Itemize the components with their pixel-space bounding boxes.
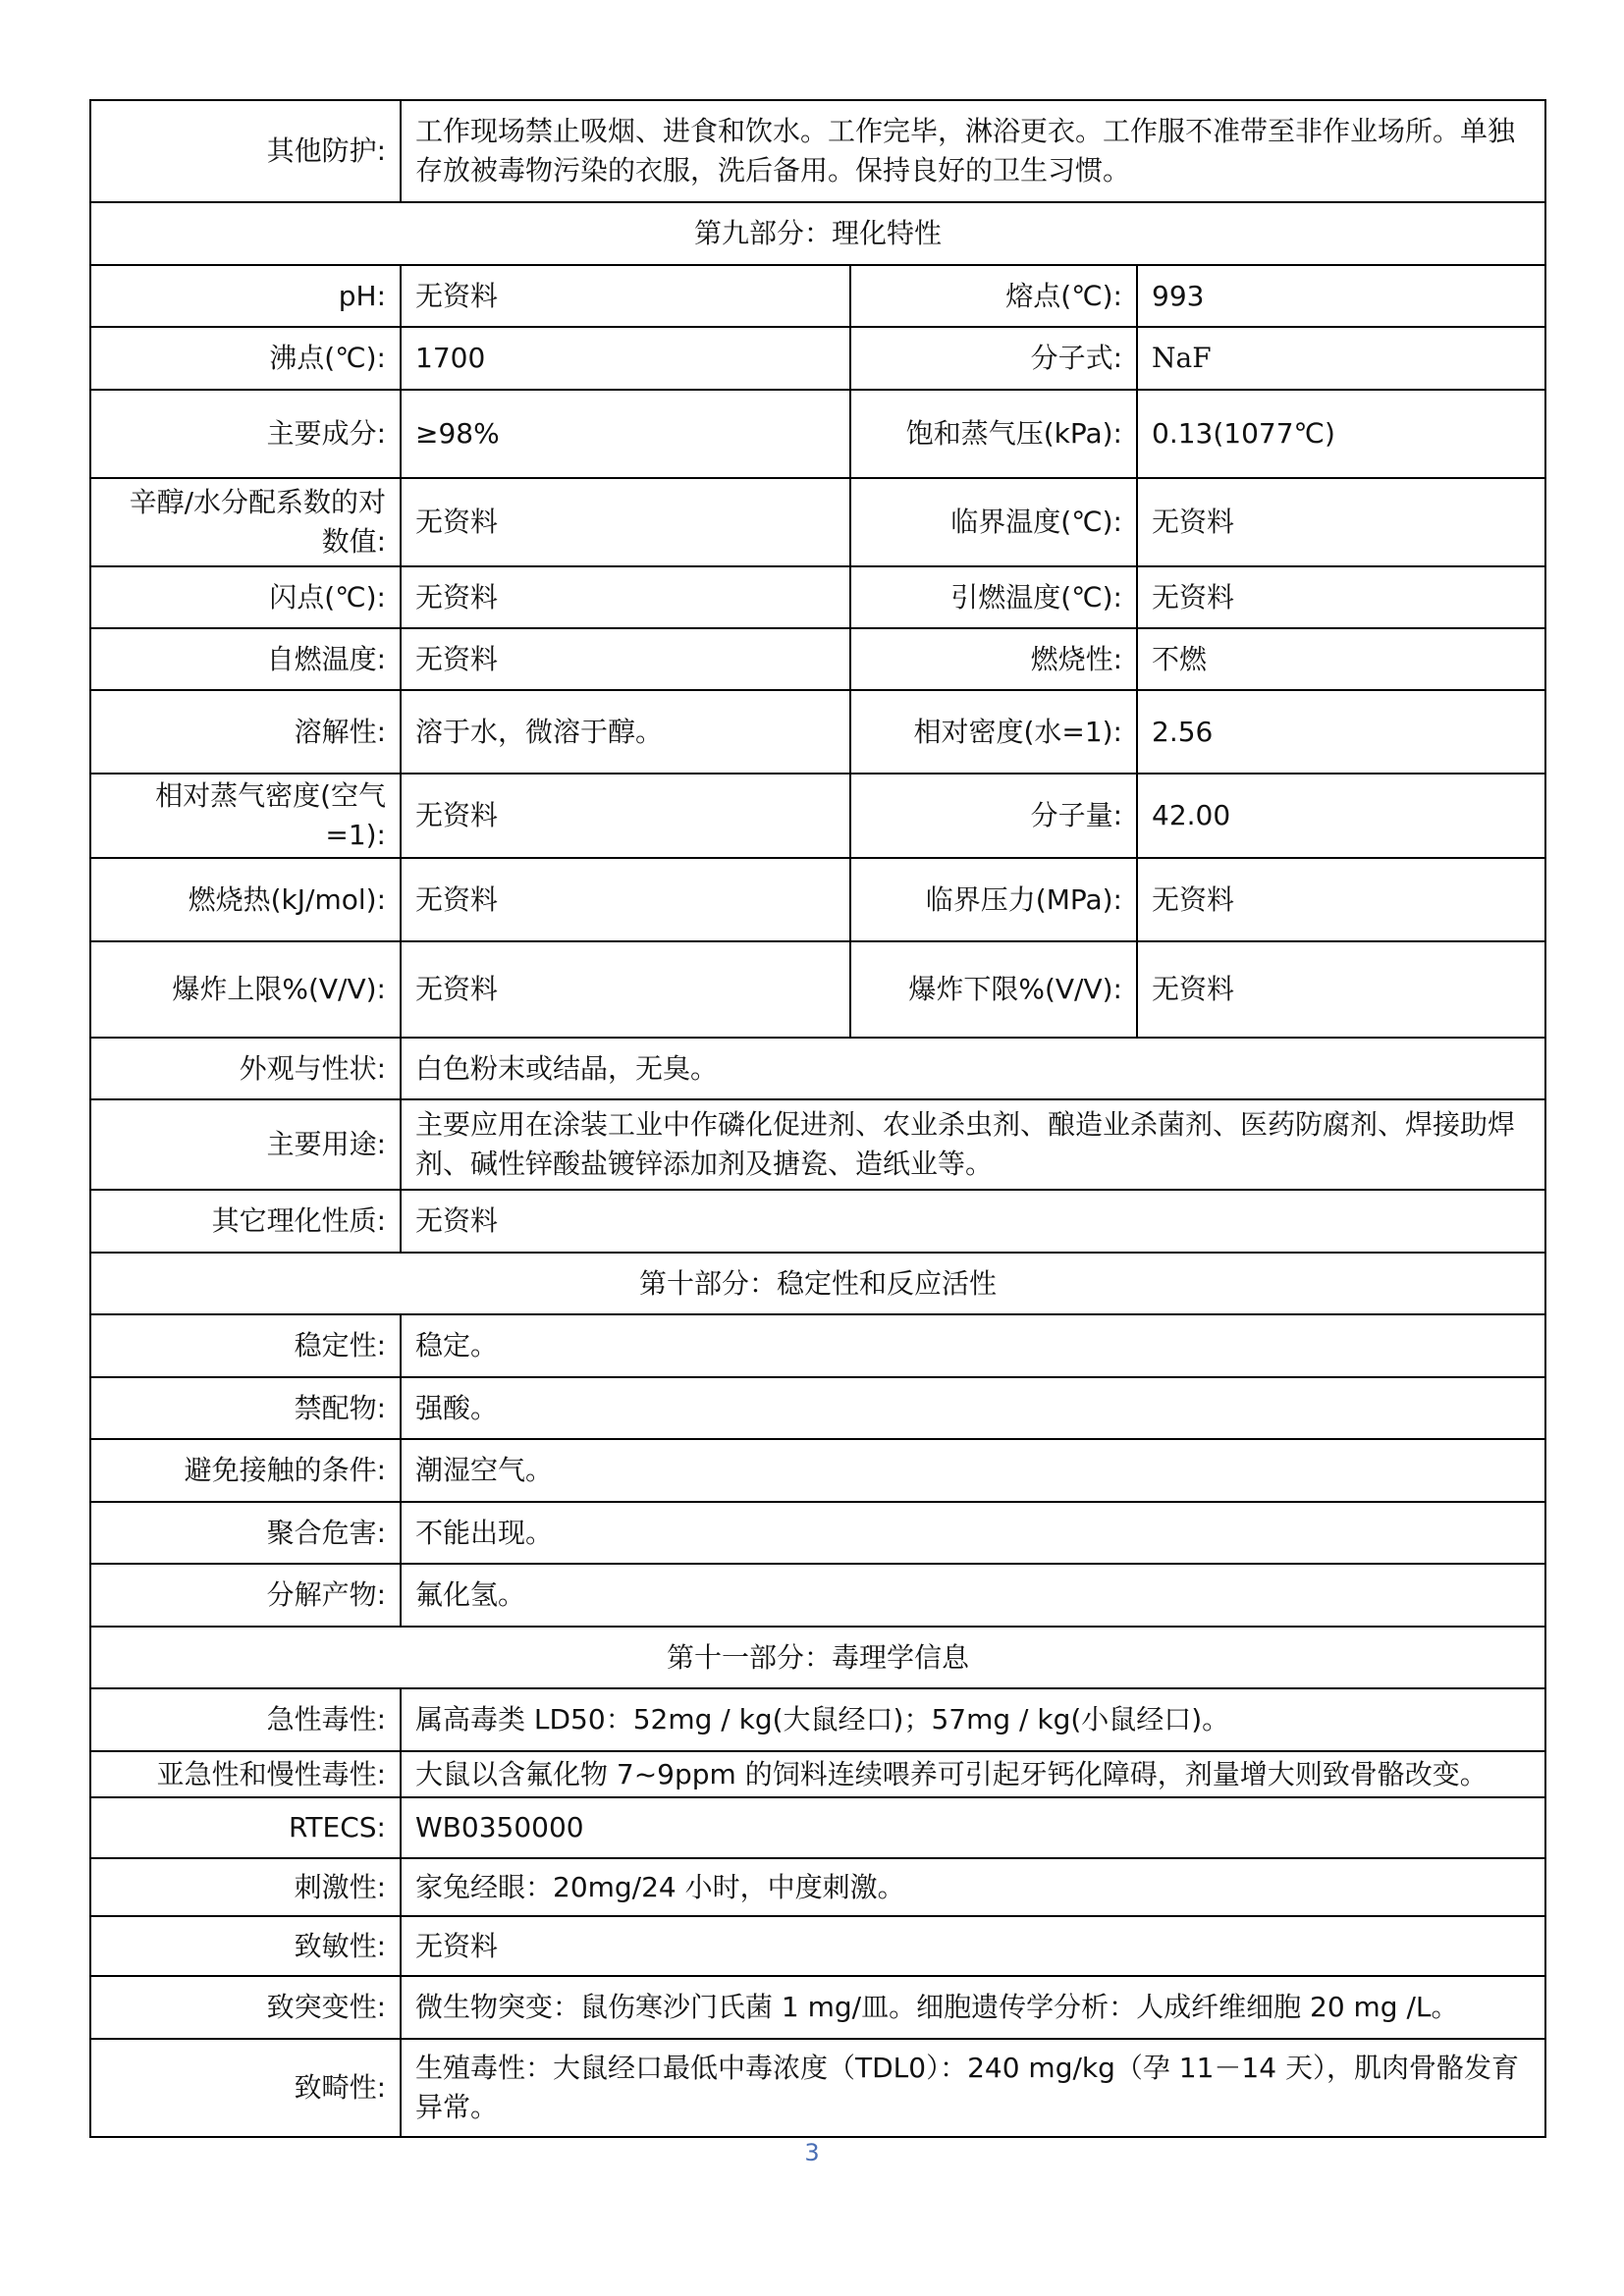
property-value: 不能出现。 <box>401 1502 1545 1564</box>
property-value: 属高毒类 LD50：52mg / kg(大鼠经口)；57mg / kg(小鼠经口)。 <box>401 1688 1545 1751</box>
property-label: 沸点(℃): <box>90 327 401 390</box>
section9-title: 第九部分：理化特性 <box>90 202 1545 265</box>
table-row <box>90 1439 1545 1502</box>
property-value: 家兔经眼：20mg/24 小时，中度刺激。 <box>401 1858 1545 1916</box>
section-header-row <box>90 1253 1545 1314</box>
property-label: 分子量: <box>850 774 1137 858</box>
table-row <box>90 1976 1545 2039</box>
property-value: 强酸。 <box>401 1377 1545 1439</box>
other-protection-label: 其他防护: <box>90 100 401 202</box>
property-value: 无资料 <box>1137 478 1545 566</box>
property-label: pH: <box>90 265 401 327</box>
table-row <box>90 1688 1545 1751</box>
table-row <box>90 1314 1545 1377</box>
property-label: 分解产物: <box>90 1564 401 1627</box>
table-row <box>90 1858 1545 1916</box>
property-label: 熔点(℃): <box>850 265 1137 327</box>
other-protection-value: 工作现场禁止吸烟、进食和饮水。工作完毕，淋浴更衣。工作服不准带至非作业场所。单独存放被毒物污染的衣服，洗后备用。保持良好的卫生习惯。 <box>401 100 1545 202</box>
property-label: 相对密度(水=1): <box>850 690 1137 774</box>
table-row <box>90 1916 1545 1976</box>
table-row <box>90 1038 1545 1099</box>
property-label: 临界压力(MPa): <box>850 858 1137 941</box>
property-value: 无资料 <box>401 1916 1545 1976</box>
property-value: 无资料 <box>401 941 850 1038</box>
property-value: 993 <box>1137 265 1545 327</box>
property-label: 相对蒸气密度(空气=1): <box>90 774 401 858</box>
property-value: 大鼠以含氟化物 7~9ppm 的饲料连续喂养可引起牙钙化障碍，剂量增大则致骨骼改变。 <box>401 1751 1545 1797</box>
property-label: 燃烧性: <box>850 628 1137 690</box>
property-label: 饱和蒸气压(kPa): <box>850 390 1137 478</box>
table-row <box>90 774 1545 858</box>
property-label: 稳定性: <box>90 1314 401 1377</box>
property-value: 42.00 <box>1137 774 1545 858</box>
property-value: NaF <box>1137 327 1545 390</box>
property-value: 无资料 <box>401 265 850 327</box>
sds-table <box>89 99 1546 2138</box>
table-row <box>90 1751 1545 1797</box>
property-label: 燃烧热(kJ/mol): <box>90 858 401 941</box>
property-label: 致敏性: <box>90 1916 401 1976</box>
property-label: 禁配物: <box>90 1377 401 1439</box>
property-value: 无资料 <box>401 774 850 858</box>
section-header-row <box>90 202 1545 265</box>
property-label: 爆炸上限%(V/V): <box>90 941 401 1038</box>
property-label: RTECS: <box>90 1797 401 1858</box>
property-label: 亚急性和慢性毒性: <box>90 1751 401 1797</box>
property-value: 无资料 <box>401 858 850 941</box>
property-value: ≥98% <box>401 390 850 478</box>
property-label: 引燃温度(℃): <box>850 566 1137 628</box>
property-label: 爆炸下限%(V/V): <box>850 941 1137 1038</box>
property-value: 无资料 <box>1137 941 1545 1038</box>
page-number: 3 <box>804 2139 820 2166</box>
property-label: 闪点(℃): <box>90 566 401 628</box>
property-value: 无资料 <box>401 478 850 566</box>
property-value: 稳定。 <box>401 1314 1545 1377</box>
property-value: WB0350000 <box>401 1797 1545 1858</box>
property-value: 生殖毒性：大鼠经口最低中毒浓度（TDL0）：240 mg/kg（孕 11－14 天），肌肉骨骼发育异常。 <box>401 2039 1545 2137</box>
property-value: 无资料 <box>1137 858 1545 941</box>
property-value: 白色粉末或结晶，无臭。 <box>401 1038 1545 1099</box>
property-value: 0.13(1077℃) <box>1137 390 1545 478</box>
table-row <box>90 1099 1545 1190</box>
property-value: 微生物突变：鼠伤寒沙门氏菌 1 mg/皿。细胞遗传学分析：人成纤维细胞 20 mg /L。 <box>401 1976 1545 2039</box>
table-row <box>90 941 1545 1038</box>
property-label: 急性毒性: <box>90 1688 401 1751</box>
table-row <box>90 1190 1545 1253</box>
table-row <box>90 1377 1545 1439</box>
property-value: 溶于水，微溶于醇。 <box>401 690 850 774</box>
property-label: 临界温度(℃): <box>850 478 1137 566</box>
property-label: 外观与性状: <box>90 1038 401 1099</box>
property-label: 主要成分: <box>90 390 401 478</box>
property-label: 辛醇/水分配系数的对数值: <box>90 478 401 566</box>
table-row <box>90 628 1545 690</box>
property-label: 主要用途: <box>90 1099 401 1190</box>
property-value: 2.56 <box>1137 690 1545 774</box>
property-value: 潮湿空气。 <box>401 1439 1545 1502</box>
table-row <box>90 2039 1545 2137</box>
property-value: 氟化氢。 <box>401 1564 1545 1627</box>
property-value: 1700 <box>401 327 850 390</box>
property-label: 溶解性: <box>90 690 401 774</box>
table-row <box>90 390 1545 478</box>
table-row <box>90 1502 1545 1564</box>
property-label: 聚合危害: <box>90 1502 401 1564</box>
section10-title: 第十部分：稳定性和反应活性 <box>90 1253 1545 1314</box>
property-value: 无资料 <box>401 628 850 690</box>
table-row <box>90 478 1545 566</box>
table-row <box>90 690 1545 774</box>
table-row <box>90 566 1545 628</box>
table-row <box>90 1564 1545 1627</box>
property-label: 自燃温度: <box>90 628 401 690</box>
section11-title: 第十一部分：毒理学信息 <box>90 1627 1545 1688</box>
property-value: 无资料 <box>401 566 850 628</box>
table-row <box>90 1797 1545 1858</box>
table-row <box>90 858 1545 941</box>
property-value: 无资料 <box>1137 566 1545 628</box>
property-value: 不燃 <box>1137 628 1545 690</box>
property-value: 无资料 <box>401 1190 1545 1253</box>
property-value: 主要应用在涂装工业中作磷化促进剂、农业杀虫剂、酿造业杀菌剂、医药防腐剂、焊接助焊剂、碱性锌酸盐镀锌添加剂及搪瓷、造纸业等。 <box>401 1099 1545 1190</box>
table-row <box>90 327 1545 390</box>
table-row <box>90 100 1545 202</box>
table-row <box>90 265 1545 327</box>
property-label: 致畸性: <box>90 2039 401 2137</box>
property-label: 致突变性: <box>90 1976 401 2039</box>
section-header-row <box>90 1627 1545 1688</box>
property-label: 其它理化性质: <box>90 1190 401 1253</box>
property-label: 刺激性: <box>90 1858 401 1916</box>
property-label: 分子式: <box>850 327 1137 390</box>
property-label: 避免接触的条件: <box>90 1439 401 1502</box>
